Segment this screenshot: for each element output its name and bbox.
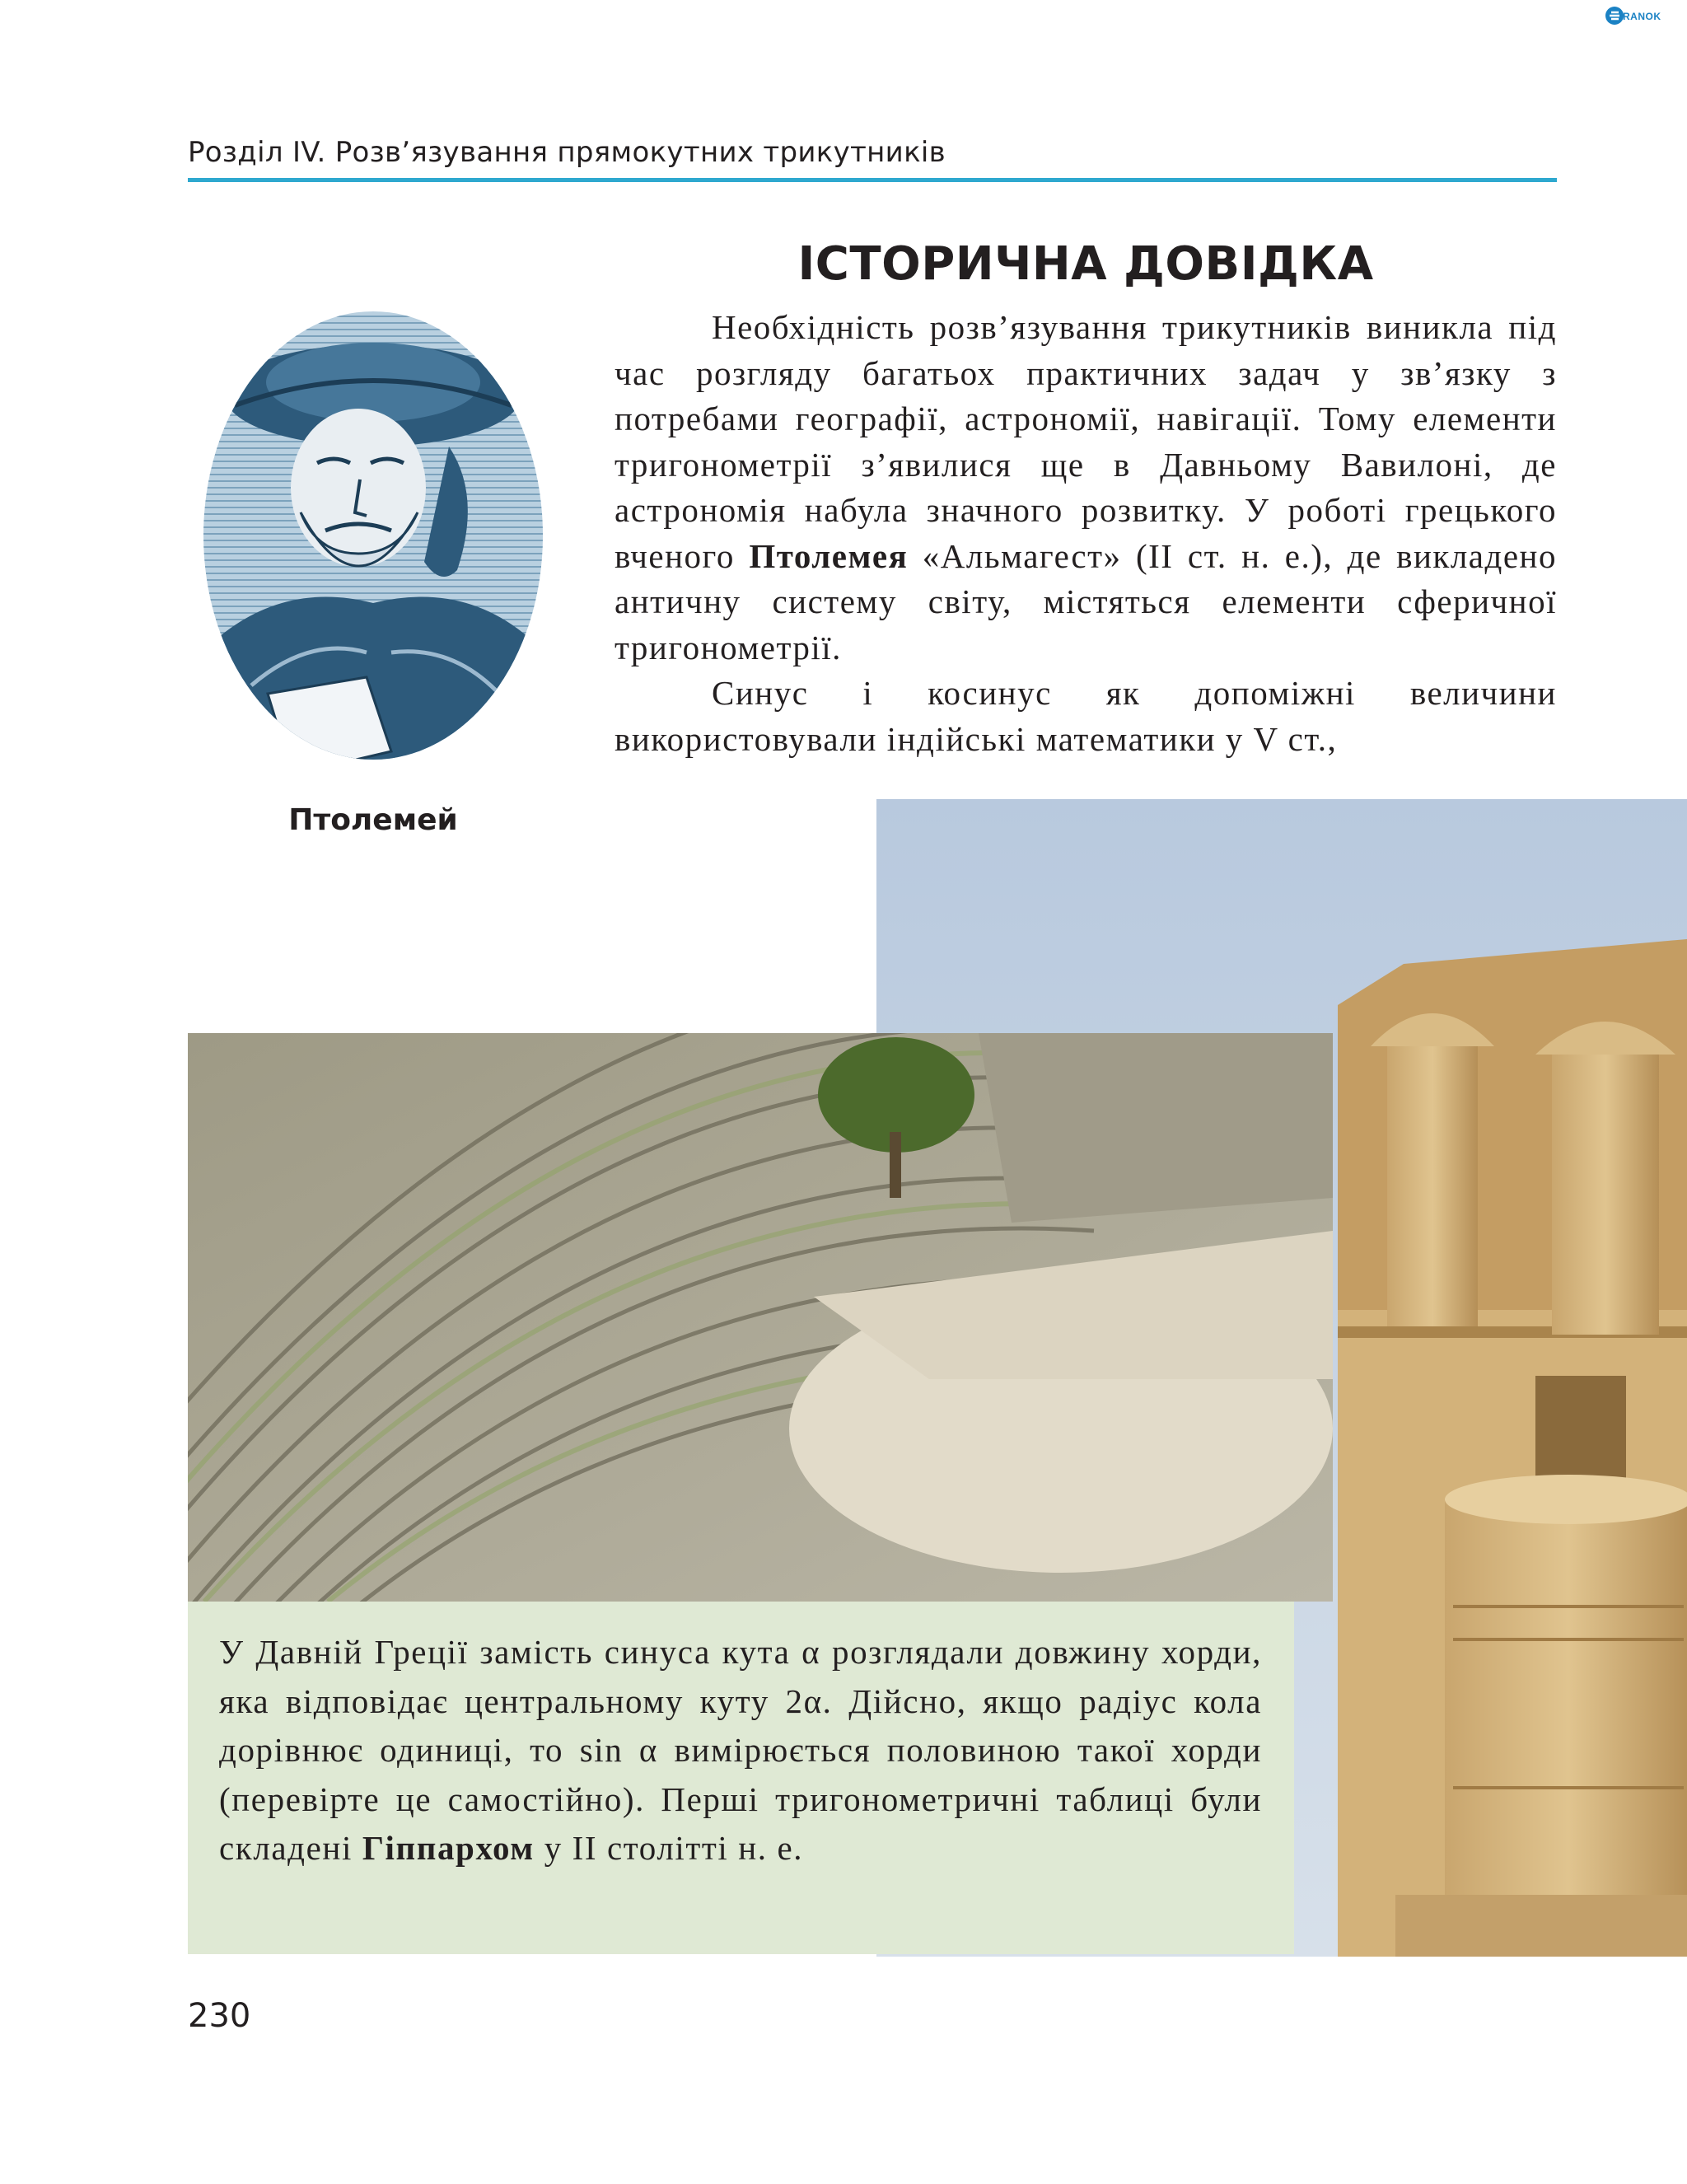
amphitheater-photo-image [188,1033,1333,1602]
ptolemy-portrait [202,306,544,774]
publisher-logo-text: RANOK [1623,11,1661,22]
hipparchus-name: Гіппархом [362,1829,535,1867]
page-number: 230 [188,1997,251,2035]
publisher-logo [1603,3,1682,28]
ptolemy-portrait-image [202,306,544,774]
paragraph-1-text-b: «Альмагест» (II ст. н. е.), де викладено античну систему світу, містяться елементи сферичної тригонометрії. [615,536,1557,666]
amphitheater-photo [188,1033,1333,1602]
note-text [219,1628,1262,1873]
note-paragraph [219,1628,1262,1873]
header-rule [188,178,1557,182]
paragraph-1-text-a: Необхідність розв’язування трикутників виникла під час розгляду багатьох практичних задач у зв’язку з потребами географії, астрономії, навігації. Тому елементи тригонометрії з’явилися ще в Давньому Вавилоні, де астрономія набула значного розвитку. У роботі грецького вченого [615,308,1557,575]
section-title: ІСТОРИЧНА ДОВІДКА [797,237,1374,291]
history-body-text [615,305,1557,762]
ptolemy-name: Птолемея [749,536,909,575]
running-head: Розділ IV. Розв’язування прямокутних трикутників [188,136,946,169]
paragraph-2: Синус і косинус як допоміжні величини використовували індійські математики у V ст., [615,674,1557,758]
paragraph-1 [615,305,1557,671]
note-text-b: у II столітті н. е. [534,1829,804,1867]
portrait-caption: Птолемей [288,803,458,837]
note-text-a: У Давній Греції замість синуса кута α розглядали довжину хорди, яка відповідає центральному куту 2α. Дійсно, якщо радіус кола дорівнює одиниці, то sin α вимірюється половиною такої хорди (перевірте це самостійно). Перші тригонометричні таблиці були складені [219,1633,1262,1867]
